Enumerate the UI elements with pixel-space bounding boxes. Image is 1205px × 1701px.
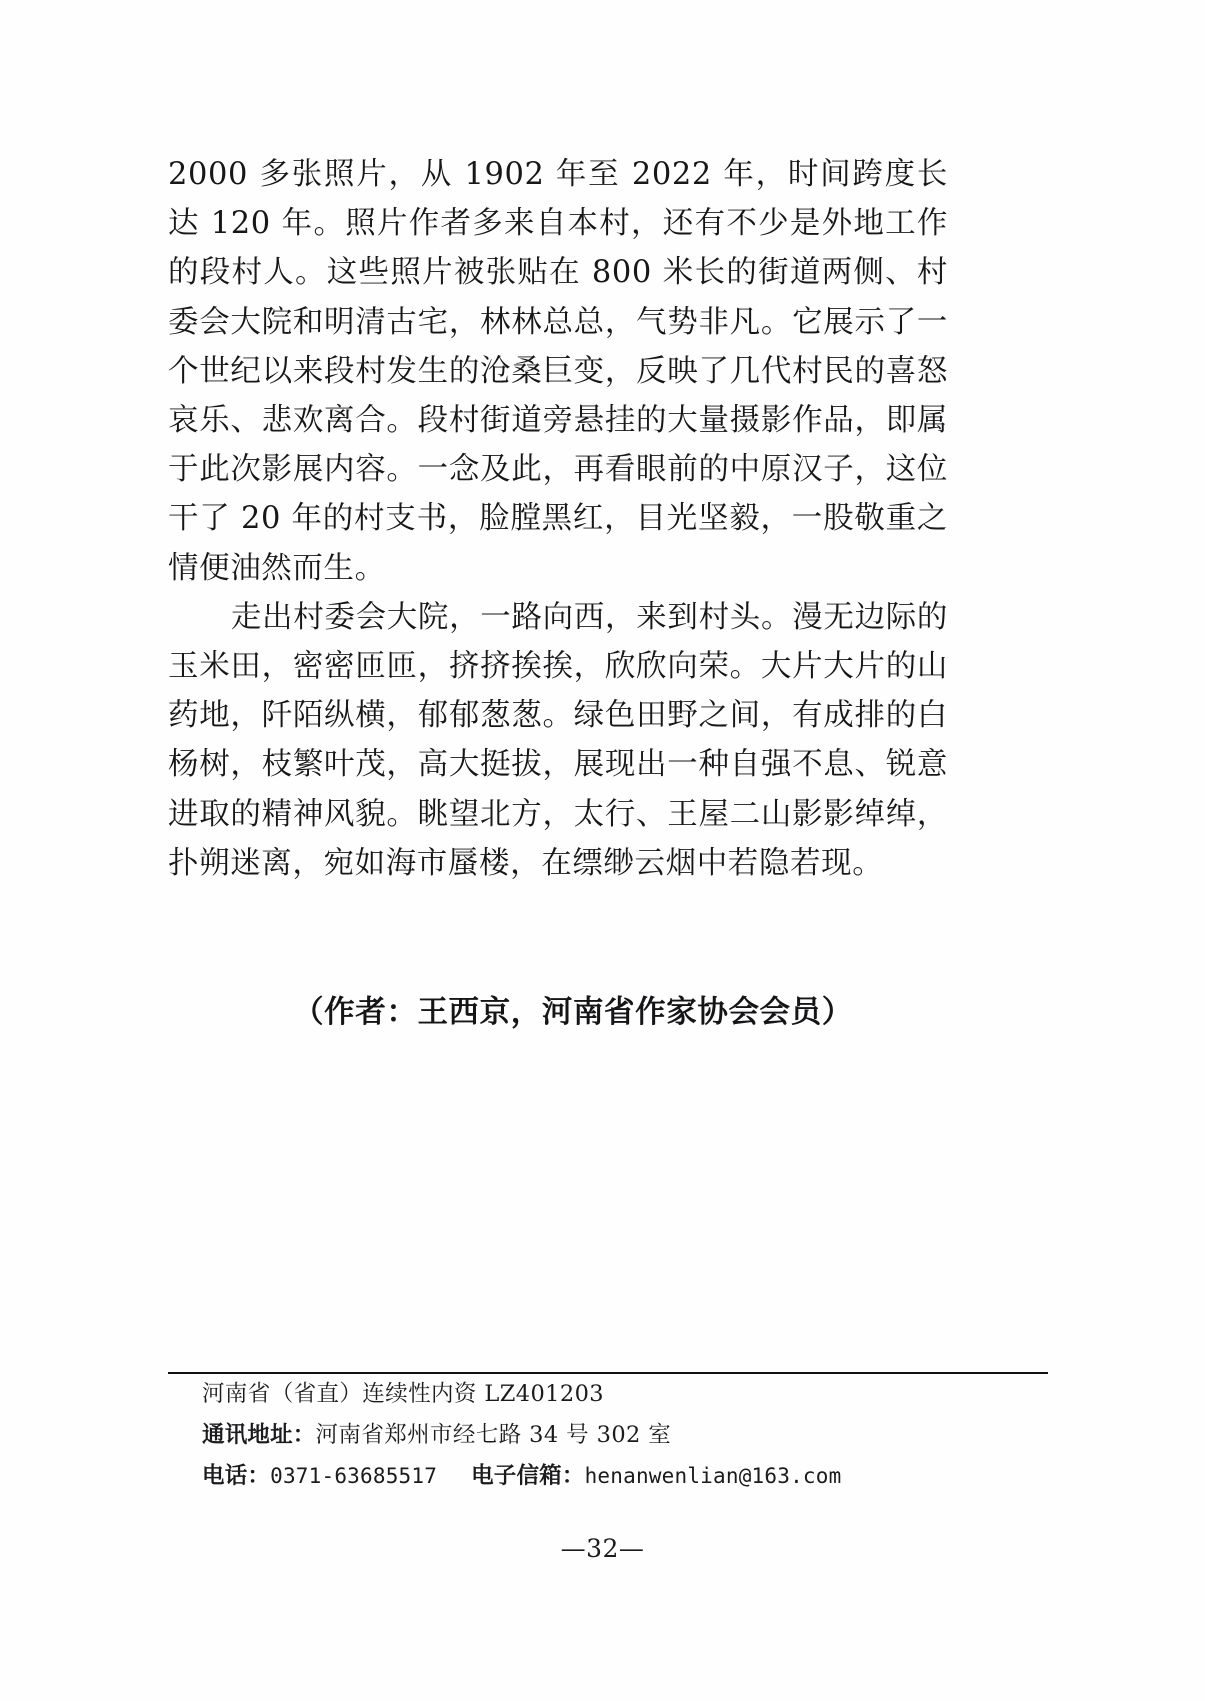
article-paragraph-1: 2000 多张照片，从 1902 年至 2022 年，时间跨度长达 120 年。照片作者多来自本村，还有不少是外地工作的段村人。这些照片被张贴在 800 米长的街道两侧、村委会大院和明清古宅，林林总总，气势非凡。它展示了一个世纪以来段村发生的沧桑巨变，反映了几代村民的喜怒哀乐、悲欢离合。段村街道旁悬挂的大量摄影作品，即属于此次影展内容。一念及此，再看眼前的中原汉子，这位干了 20 年的村支书，脸膛黑红，目光坚毅，一股敬重之情便油然而生。 — [168, 157, 948, 586]
article-body — [168, 150, 948, 888]
author-attribution: （作者：王西京，河南省作家协会会员） — [293, 994, 853, 1030]
article-paragraph-2: 走出村委会大院，一路向西，来到村头。漫无边际的玉米田，密密匝匝，挤挤挨挨，欣欣向荣。大片大片的山药地，阡陌纵横，郁郁葱葱。绿色田野之间，有成排的白杨树，枝繁叶茂，高大挺拔，展现出一种自强不息、锐意进取的精神风貌。眺望北方，太行、王屋二山影影绰绰，扑朔迷离，宛如海市蜃楼，在缥缈云烟中若隐若现。 — [168, 599, 948, 881]
footer-contact — [168, 1456, 1048, 1497]
footer-phone-value: 0371-63685517 — [270, 1464, 438, 1488]
page-number: —32— — [560, 1534, 645, 1563]
footer-email-value: henanwenlian@163.com — [584, 1464, 842, 1488]
footer-address-value: 河南省郑州市经七路 34 号 302 室 — [315, 1422, 672, 1448]
footer-address — [168, 1415, 1048, 1456]
footer-block — [168, 1374, 1048, 1497]
footer-registration: 河南省（省直）连续性内资 LZ401203 — [202, 1381, 605, 1407]
footer-phone-label: 电话： — [202, 1463, 271, 1489]
footer-email-label: 电子信箱： — [471, 1463, 585, 1489]
footer-address-label: 通讯地址： — [202, 1422, 316, 1448]
